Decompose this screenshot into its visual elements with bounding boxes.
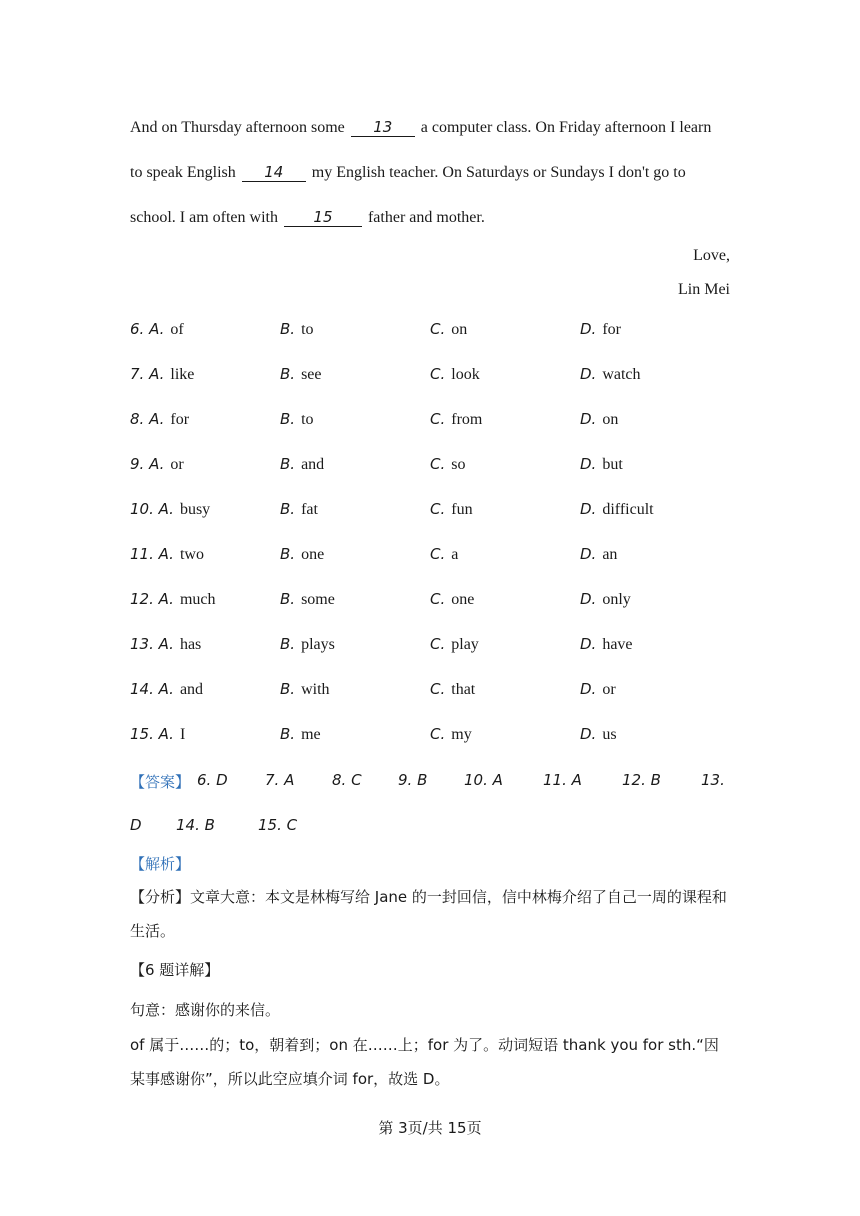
option-a: 15. A. I — [130, 725, 186, 743]
answer-item: 10. A — [464, 771, 503, 789]
option-b: B. me — [280, 725, 321, 743]
option-b: B. with — [280, 680, 330, 698]
option-d: D. on — [580, 410, 619, 428]
question-row — [130, 590, 730, 612]
passage-line-1: And on Thursday afternoon some 13 a computer class. On Friday afternoon I learn — [130, 118, 712, 136]
question-row — [130, 320, 730, 342]
question-row — [130, 410, 730, 432]
option-c: C. from — [430, 410, 483, 428]
answer-item: 15. C — [258, 816, 298, 834]
option-d: D. us — [580, 725, 617, 743]
letter-signature: Lin Mei — [678, 281, 730, 298]
answer-line-1 — [130, 771, 730, 792]
answer-item: 9. B — [398, 771, 428, 789]
question-row — [130, 635, 730, 657]
question-row — [130, 500, 730, 522]
question-row — [130, 680, 730, 702]
answer-item: 8. C — [332, 771, 362, 789]
option-b: B. some — [280, 590, 335, 608]
option-d: D. an — [580, 545, 618, 563]
option-b: B. to — [280, 320, 314, 338]
option-a: 14. A. and — [130, 680, 204, 698]
option-c: C. on — [430, 320, 468, 338]
answer-item: 7. A — [265, 771, 295, 789]
answer-item: 6. D — [197, 771, 228, 789]
option-b: B. see — [280, 365, 322, 383]
option-c: C. play — [430, 635, 479, 653]
answer-label: 【答案】 — [130, 773, 191, 791]
answer-item: D — [130, 816, 142, 834]
option-d: D. but — [580, 455, 623, 473]
question-row — [130, 365, 730, 387]
option-d: D. difficult — [580, 500, 654, 518]
option-a: 12. A. much — [130, 590, 216, 608]
explanation: of 属于……的；to，朝着到；on 在……上；for 为了。动词短语 thank you for sth.“因某事感谢你”，所以此空应填介词 for，故选 D。 — [130, 1036, 719, 1088]
passage-line-2: to speak English 14 my English teacher. On Saturdays or Sundays I don't go to — [130, 163, 686, 181]
option-a: 11. A. two — [130, 545, 204, 563]
option-d: D. have — [580, 635, 633, 653]
answer-item: 11. A — [543, 771, 582, 789]
option-a: 9. A. or — [130, 455, 184, 473]
blank-13: 13 — [351, 118, 415, 137]
option-c: C. look — [430, 365, 480, 383]
page-footer: 第 3页/共 15页 — [378, 1119, 482, 1137]
option-a: 8. A. for — [130, 410, 190, 428]
letter-closing: Love, — [693, 247, 730, 264]
option-d: D. for — [580, 320, 621, 338]
answer-item: 13. — [701, 771, 725, 789]
option-d: D. only — [580, 590, 631, 608]
option-b: B. to — [280, 410, 314, 428]
blank-14: 14 — [242, 163, 306, 182]
answer-item: 12. B — [622, 771, 661, 789]
option-c: C. a — [430, 545, 459, 563]
analysis-summary: 【分析】文章大意：本文是林梅写给 Jane 的一封回信，信中林梅介绍了自己一周的课程和生活。 — [130, 888, 727, 940]
option-c: C. fun — [430, 500, 473, 518]
option-a: 6. A. of — [130, 320, 184, 338]
option-a: 10. A. busy — [130, 500, 211, 518]
answer-item: 14. B — [176, 816, 215, 834]
option-b: B. plays — [280, 635, 335, 653]
option-b: B. fat — [280, 500, 318, 518]
question-row — [130, 455, 730, 477]
option-d: D. watch — [580, 365, 641, 383]
option-b: B. one — [280, 545, 325, 563]
option-c: C. my — [430, 725, 472, 743]
detail-title: 【6 题详解】 — [130, 961, 220, 979]
question-row — [130, 545, 730, 567]
option-a: 13. A. has — [130, 635, 202, 653]
option-c: C. that — [430, 680, 476, 698]
option-c: C. so — [430, 455, 466, 473]
option-d: D. or — [580, 680, 616, 698]
blank-15: 15 — [284, 208, 362, 227]
option-c: C. one — [430, 590, 475, 608]
option-b: B. and — [280, 455, 325, 473]
question-row — [130, 725, 730, 747]
sentence-meaning: 句意：感谢你的来信。 — [130, 1001, 281, 1019]
analysis-label: 【解析】 — [130, 855, 191, 873]
option-a: 7. A. like — [130, 365, 195, 383]
passage-line-3: school. I am often with 15 father and mother. — [130, 208, 485, 226]
